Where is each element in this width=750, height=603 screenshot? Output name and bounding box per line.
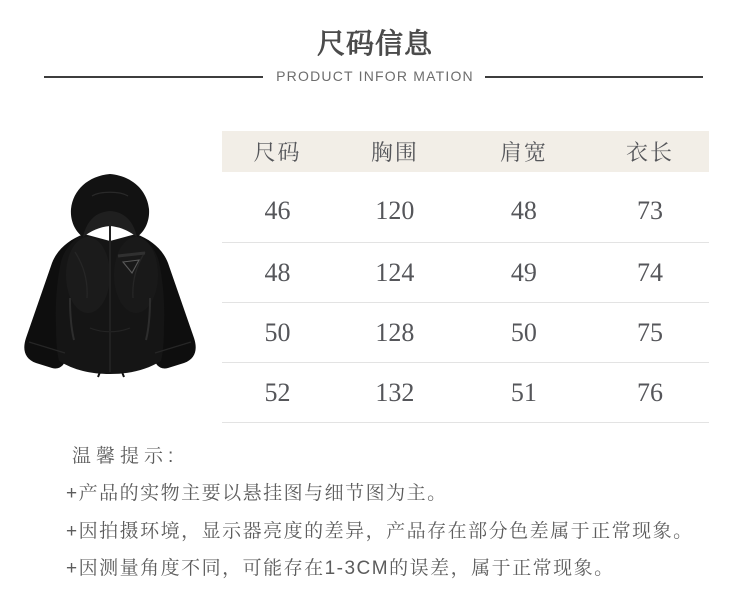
- tip-item: +因测量角度不同，可能存在1-3CM的误差，属于正常现象。: [66, 558, 615, 579]
- table-cell: 128: [375, 317, 415, 347]
- product-jacket-image: [12, 170, 212, 380]
- table-cell: 51: [510, 377, 537, 407]
- table-cell: 74: [637, 257, 664, 287]
- size-table-header-shoulder: 肩宽: [499, 140, 548, 165]
- tips-heading: 温馨提示:: [72, 446, 179, 467]
- table-cell: 48: [510, 195, 537, 225]
- size-table-header-length: 衣长: [626, 140, 675, 165]
- table-cell: 76: [637, 377, 664, 407]
- table-row: [222, 363, 709, 423]
- page-title: 尺码信息: [316, 28, 433, 59]
- size-table: [222, 131, 709, 423]
- size-table-header-chest: 胸围: [370, 140, 419, 165]
- table-cell: 46: [264, 195, 291, 225]
- tip-item: +因拍摄环境，显示器亮度的差异，产品存在部分色差属于正常现象。: [66, 521, 694, 542]
- table-cell: 52: [264, 377, 291, 407]
- table-cell: 73: [637, 195, 664, 225]
- tip-item: +产品的实物主要以悬挂图与细节图为主。: [66, 483, 448, 504]
- table-cell: 48: [264, 257, 291, 287]
- table-cell: 75: [637, 317, 664, 347]
- size-table-header-size: 尺码: [253, 140, 302, 165]
- table-cell: 50: [264, 317, 291, 347]
- table-cell: 120: [375, 195, 415, 225]
- size-table-header-row: [222, 131, 709, 172]
- table-cell: 124: [375, 257, 415, 287]
- subtitle-right-rule: [485, 76, 703, 78]
- table-cell: 49: [510, 257, 537, 287]
- jacket-illustration: [12, 170, 212, 380]
- table-row: [222, 243, 709, 303]
- subtitle: PRODUCT INFOR MATION: [276, 68, 474, 84]
- table-cell: 50: [510, 317, 537, 347]
- table-cell: 132: [375, 377, 415, 407]
- table-row: [222, 172, 709, 243]
- table-row: [222, 303, 709, 363]
